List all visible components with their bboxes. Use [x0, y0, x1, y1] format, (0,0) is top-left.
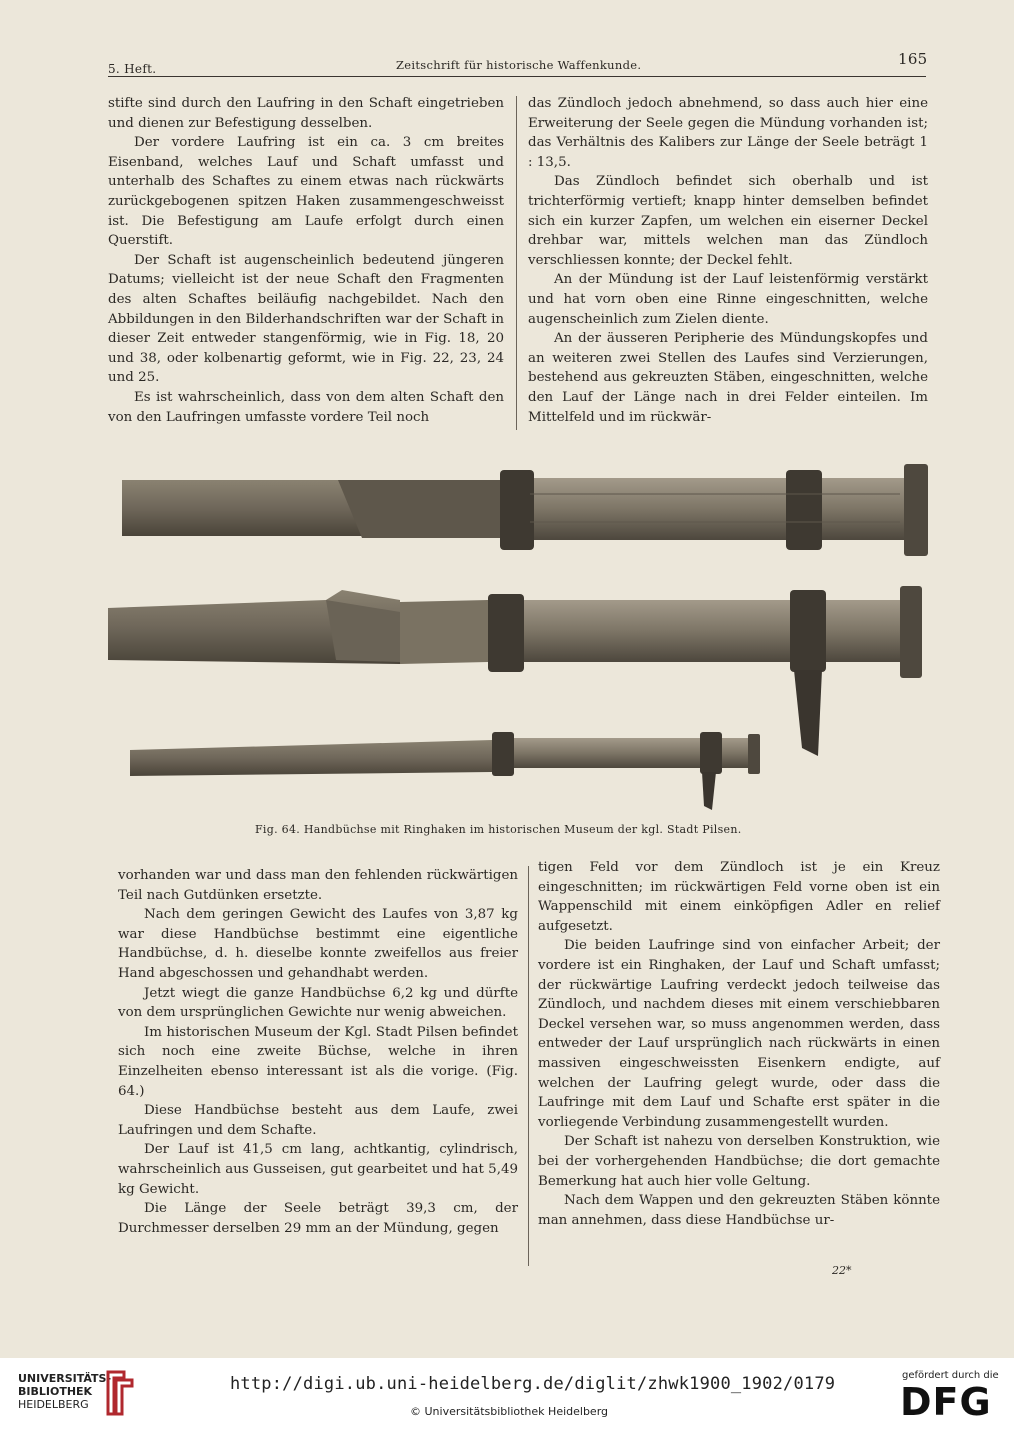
paragraph: An der äusseren Peripherie des Mündungskopfes und an weiteren zwei Stellen des Laufes sind Verzierungen, bestehend aus gekreuzten Stäben, eingeschnitten, welche den Lauf der Länge nach in drei Felder einteilen. Im Mittelfeld und im rückwär-: [528, 331, 928, 425]
column-divider: [528, 866, 529, 1266]
paragraph: Es ist wahrscheinlich, dass von dem alten Schaft den von den Laufringen umfasste vordere Teil noch: [108, 389, 504, 425]
permalink-url[interactable]: http://digi.ub.uni-heidelberg.de/diglit/zhwk1900_1902/0179: [230, 1374, 836, 1394]
gun-small-view: [130, 732, 760, 810]
dfg-logo: DFG: [900, 1380, 992, 1424]
gun-top-view: [122, 464, 928, 556]
paragraph: Nach dem Wappen und den gekreuzten Stäben könnte man annehmen, dass diese Handbüchse ur-: [538, 1193, 940, 1228]
dfg-funding-label: gefördert durch die: [902, 1370, 999, 1381]
text-column-1: [108, 94, 504, 427]
paragraph: vorhanden war und dass man den fehlenden rückwärtigen Teil nach Gutdünken ersetzte.: [118, 868, 518, 903]
text-column-2: [528, 94, 928, 427]
paragraph: Im historischen Museum der Kgl. Stadt Pilsen befindet sich noch eine zweite Büchse, welche in ihren Einzelheiten ebenso interessant ist als die vorige. (Fig. 64.): [118, 1024, 518, 1099]
paragraph: Der Lauf ist 41,5 cm lang, achtkantig, cylindrisch, wahrscheinlich aus Gusseisen, gut gearbeitet und hat 5,49 kg Gewicht.: [118, 1142, 518, 1197]
paragraph: An der Mündung ist der Lauf leistenförmig verstärkt und hat vorn oben eine Rinne eingeschnitten, welche augenscheinlich zum Zielen diente.: [528, 272, 928, 327]
paragraph: Die Länge der Seele beträgt 39,3 cm, der Durchmesser derselben 29 mm an der Mündung, gegen: [118, 1201, 518, 1236]
figure-caption: Fig. 64. Handbüchse mit Ringhaken im historischen Museum der kgl. Stadt Pilsen.: [255, 823, 742, 836]
paragraph: Diese Handbüchse besteht aus dem Laufe, zwei Laufringen und dem Schafte.: [118, 1103, 518, 1138]
text-column-4: [538, 858, 940, 1230]
handbuechse-photograph: [100, 450, 946, 822]
library-line: UNIVERSITÄTS-: [18, 1372, 112, 1385]
library-name: [18, 1372, 111, 1411]
running-header-issue: 5. Heft.: [108, 62, 157, 76]
page-number: 165: [898, 50, 928, 68]
running-header-title: Zeitschrift für historische Waffenkunde.: [396, 58, 642, 72]
paragraph: Der vordere Laufring ist ein ca. 3 cm breites Eisenband, welches Lauf und Schaft umfasst und unterhalb des Schaftes zu einem etwas nach rückwärts zurückgebogenen spitzen Haken zusammengeschweisst ist. Die Befestigung am Laufe erfolgt durch einen Querstift.: [108, 135, 504, 249]
paragraph: Das Zündloch befindet sich oberhalb und ist trichterförmig vertieft; knapp hinter demselben befindet sich ein kurzer Zapfen, um welchen ein eiserner Deckel drehbar war, mittels welchen man das Zündloch verschliessen konnte; der Deckel fehlt.: [528, 174, 928, 268]
ub-logo-icon: [102, 1368, 136, 1418]
paragraph: tigen Feld vor dem Zündloch ist je ein Kreuz eingeschnitten; im rückwärtigen Feld vorne oben ist ein Wappenschild mit einem einköpfigen Adler en relief aufgesetzt.: [538, 860, 940, 934]
copyright-notice: © Universitätsbibliothek Heidelberg: [410, 1405, 609, 1418]
paragraph: Nach dem geringen Gewicht des Laufes von 3,87 kg war diese Handbüchse bestimmt eine eigentliche Handbüchse, d. h. dieselbe konnte zweifellos aus freier Hand abgeschossen und gehandhabt werden.: [118, 907, 518, 981]
library-line: HEIDELBERG: [18, 1398, 89, 1411]
paragraph: Der Schaft ist nahezu von derselben Konstruktion, wie bei der vorhergehenden Handbüchse; die dort gemachte Bemerkung hat auch hier volle Geltung.: [538, 1134, 940, 1189]
paragraph: das Zündloch jedoch abnehmend, so dass auch hier eine Erweiterung der Seele gegen die Mündung vorhanden ist; das Verhältnis des Kalibers zur Länge der Seele beträgt 1 : 13,5.: [528, 96, 928, 170]
library-line: BIBLIOTHEK: [18, 1385, 93, 1398]
paragraph: stifte sind durch den Laufring in den Schaft eingetrieben und dienen zur Befestigung desselben.: [108, 96, 504, 131]
gun-side-view: [108, 586, 922, 756]
column-divider: [516, 96, 517, 430]
signature-mark: 22*: [832, 1264, 852, 1277]
paragraph: Die beiden Laufringe sind von einfacher Arbeit; der vordere ist ein Ringhaken, der Lauf und Schaft umfasst; der rückwärtige Laufring verdeckt jedoch teilweise das Zündloch, und nachdem dieses mit einem verschiebbaren Deckel versehen war, so muss angenommen werden, dass entweder der Lauf ursprünglich nach rückwärts in einen massiven eingeschweissten Eisenkern endigte, auf welchen der Laufring gelegt wurde, oder dass die Laufringe mit dem Lauf und Schafte erst später in die vorliegende Verbindung zusammengestellt wurden.: [538, 938, 940, 1130]
paragraph: Der Schaft ist augenscheinlich bedeutend jüngeren Datums; vielleicht ist der neue Schaft den Fragmenten des alten Schaftes beiläufig nachgebildet. Nach den Abbildungen in den Bilderhandschriften war der Schaft in dieser Zeit entweder stangenförmig, wie in Fig. 18, 20 und 38, oder kolbenartig geformt, wie in Fig. 22, 23, 24 und 25.: [108, 252, 504, 386]
footer-bar: [0, 1358, 1014, 1433]
text-column-3: [118, 866, 518, 1238]
header-rule: [108, 76, 926, 77]
paragraph: Jetzt wiegt die ganze Handbüchse 6,2 kg und dürfte von dem ursprünglichen Gewichte nur wenig abweichen.: [118, 985, 518, 1021]
